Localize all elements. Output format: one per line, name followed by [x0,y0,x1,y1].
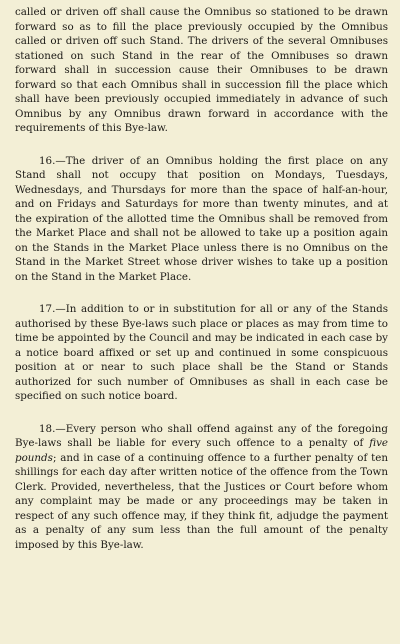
section-text: —The driver of an Omnibus holding the first place on any Stand shall not occupy that position on Mondays, Tuesdays, Wednesdays, and Thursdays for more than the space of half-an-hour, and on Fridays and Saturdays for more than twenty minutes, and at the expiration of the allotted time the Omnibus shall be removed from the Market Place and shall not be allowed to take up a position again on the Stands in the Market Place unless there is no Omnibus on the Stand in the Market Street whose driver wishes to take up a position on the Stand in the Market Place. [15,154,388,283]
paragraph-gap [15,284,388,302]
section-number: 17. [39,303,56,315]
section-16 [15,154,388,285]
section-text: —In addition to or in substitution for all or any of the Stands authorised by these Bye-laws such place or places as may from time to time be appointed by the Council and may be indicated in each case by a notice board affixed or set up and continued in some conspicuous position at or near to such place shall be the Stand or Stands authorized for such number of Omnibuses as shall in each case be specified on such notice board. [15,303,388,402]
section-number: 18. [39,422,56,435]
paragraph-text: called or driven off shall cause the Omnibus so stationed to be drawn forward so as to fill the place previously occupied by the Omnibus called or driven off such Stand. The drivers of the several Omnibuses stationed on such Stand in the rear of the Omnibuses so drawn forward shall in succession cause their Omnibuses to be drawn forward so that each Omnibus shall in succession fill the place which shall have been previously occupied immediately in advance of such Omnibus by any Omnibus drawn forward in accordance with the requirements of this Bye-law. [15,6,388,134]
paragraph-continuation [15,5,388,136]
section-text-before: —Every person who shall offend against any of the foregoing Bye-laws shall be liable for every such offence to a penalty of [15,422,388,449]
section-18 [15,422,388,553]
section-text-after: ; and in case of a continuing offence to a further penalty of ten shillings for each day after written notice of the offence from the Town Clerk. Provided, nevertheless, that the Justices or Court before whom any complaint may be made or any proceedings may be taken in respect of any such offence may, if they think fit, adjudge the payment as a penalty of any sum less than the full amount of the penalty imposed by this Bye-law. [15,451,388,551]
section-17 [15,302,388,404]
section-number: 16. [39,154,56,167]
paragraph-gap [15,136,388,154]
paragraph-gap [15,404,388,422]
penalty-amount: five pounds [15,437,388,464]
